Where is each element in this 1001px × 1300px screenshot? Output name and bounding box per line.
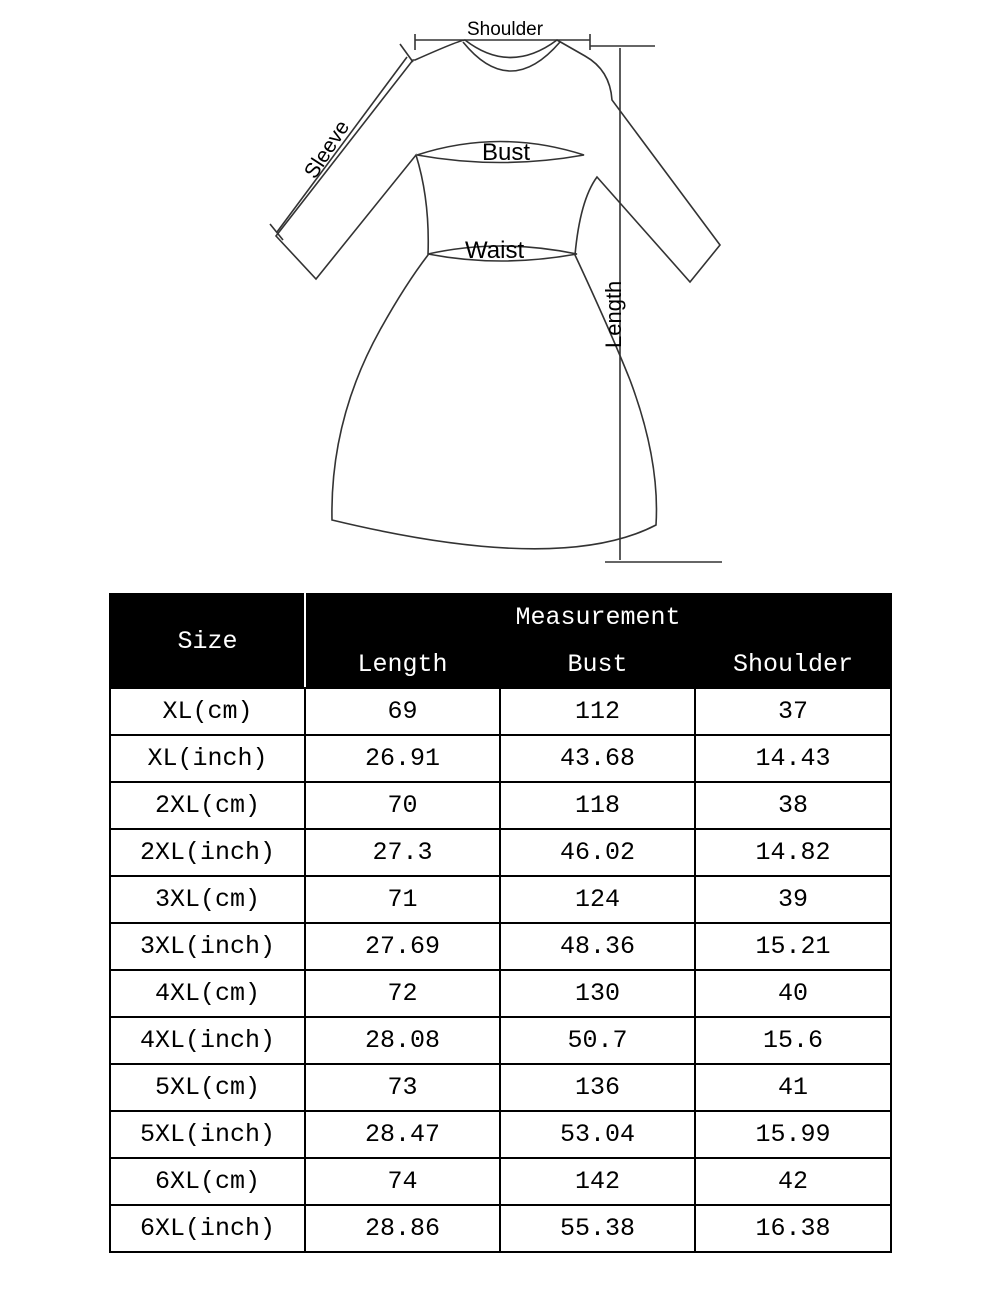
bust-cell: 136: [500, 1064, 695, 1111]
bust-cell: 124: [500, 876, 695, 923]
length-cell: 71: [305, 876, 500, 923]
table-row: [110, 970, 891, 1017]
bust-cell: 46.02: [500, 829, 695, 876]
size-cell: XL(cm): [110, 688, 305, 735]
table-row: [110, 1111, 891, 1158]
length-cell: 27.69: [305, 923, 500, 970]
shoulder-cell: 41: [695, 1064, 891, 1111]
bust-cell: 118: [500, 782, 695, 829]
shoulder-cell: 39: [695, 876, 891, 923]
shoulder-cell: 37: [695, 688, 891, 735]
length-cell: 28.47: [305, 1111, 500, 1158]
table-row: [110, 829, 891, 876]
table-row: [110, 876, 891, 923]
length-column-header: Length: [305, 641, 500, 688]
table-row: [110, 782, 891, 829]
length-cell: 28.08: [305, 1017, 500, 1064]
bust-cell: 112: [500, 688, 695, 735]
shoulder-cell: 15.21: [695, 923, 891, 970]
size-cell: 5XL(cm): [110, 1064, 305, 1111]
shoulder-cell: 14.82: [695, 829, 891, 876]
shoulder-cell: 40: [695, 970, 891, 1017]
size-cell: 3XL(cm): [110, 876, 305, 923]
dress-outline: [276, 40, 720, 549]
size-cell: 5XL(inch): [110, 1111, 305, 1158]
table-row: [110, 923, 891, 970]
size-cell: 4XL(cm): [110, 970, 305, 1017]
shoulder-cell: 15.6: [695, 1017, 891, 1064]
length-cell: 28.86: [305, 1205, 500, 1252]
length-cell: 26.91: [305, 735, 500, 782]
shoulder-cell: 16.38: [695, 1205, 891, 1252]
bust-cell: 55.38: [500, 1205, 695, 1252]
shoulder-label: Shoulder: [467, 19, 544, 40]
size-cell: 2XL(inch): [110, 829, 305, 876]
bust-column-header: Bust: [500, 641, 695, 688]
length-cell: 70: [305, 782, 500, 829]
size-cell: 6XL(inch): [110, 1205, 305, 1252]
waist-label: Waist: [465, 237, 525, 264]
measurement-header: Measurement: [305, 594, 891, 641]
table-row: [110, 1158, 891, 1205]
bust-cell: 48.36: [500, 923, 695, 970]
length-label: Length: [601, 280, 626, 348]
table-row: [110, 1017, 891, 1064]
size-cell: XL(inch): [110, 735, 305, 782]
length-cell: 69: [305, 688, 500, 735]
shoulder-column-header: Shoulder: [695, 641, 891, 688]
length-cell: 72: [305, 970, 500, 1017]
size-table-body: [110, 688, 891, 1252]
table-row: [110, 735, 891, 782]
shoulder-cell: 15.99: [695, 1111, 891, 1158]
size-cell: 2XL(cm): [110, 782, 305, 829]
table-row: [110, 688, 891, 735]
length-cell: 73: [305, 1064, 500, 1111]
size-cell: 4XL(inch): [110, 1017, 305, 1064]
dress-diagram: [0, 0, 1001, 585]
bust-cell: 53.04: [500, 1111, 695, 1158]
shoulder-cell: 38: [695, 782, 891, 829]
sleeve-label: Sleeve: [299, 116, 355, 183]
bust-label: Bust: [482, 139, 531, 166]
size-header: Size: [110, 594, 305, 688]
size-chart-table: [109, 593, 892, 1253]
bust-cell: 142: [500, 1158, 695, 1205]
bust-cell: 43.68: [500, 735, 695, 782]
bust-cell: 130: [500, 970, 695, 1017]
length-cell: 74: [305, 1158, 500, 1205]
length-cell: 27.3: [305, 829, 500, 876]
shoulder-cell: 14.43: [695, 735, 891, 782]
shoulder-cell: 42: [695, 1158, 891, 1205]
size-cell: 3XL(inch): [110, 923, 305, 970]
neckline: [463, 42, 560, 71]
table-row: [110, 1064, 891, 1111]
bust-cell: 50.7: [500, 1017, 695, 1064]
size-cell: 6XL(cm): [110, 1158, 305, 1205]
table-row: [110, 1205, 891, 1252]
